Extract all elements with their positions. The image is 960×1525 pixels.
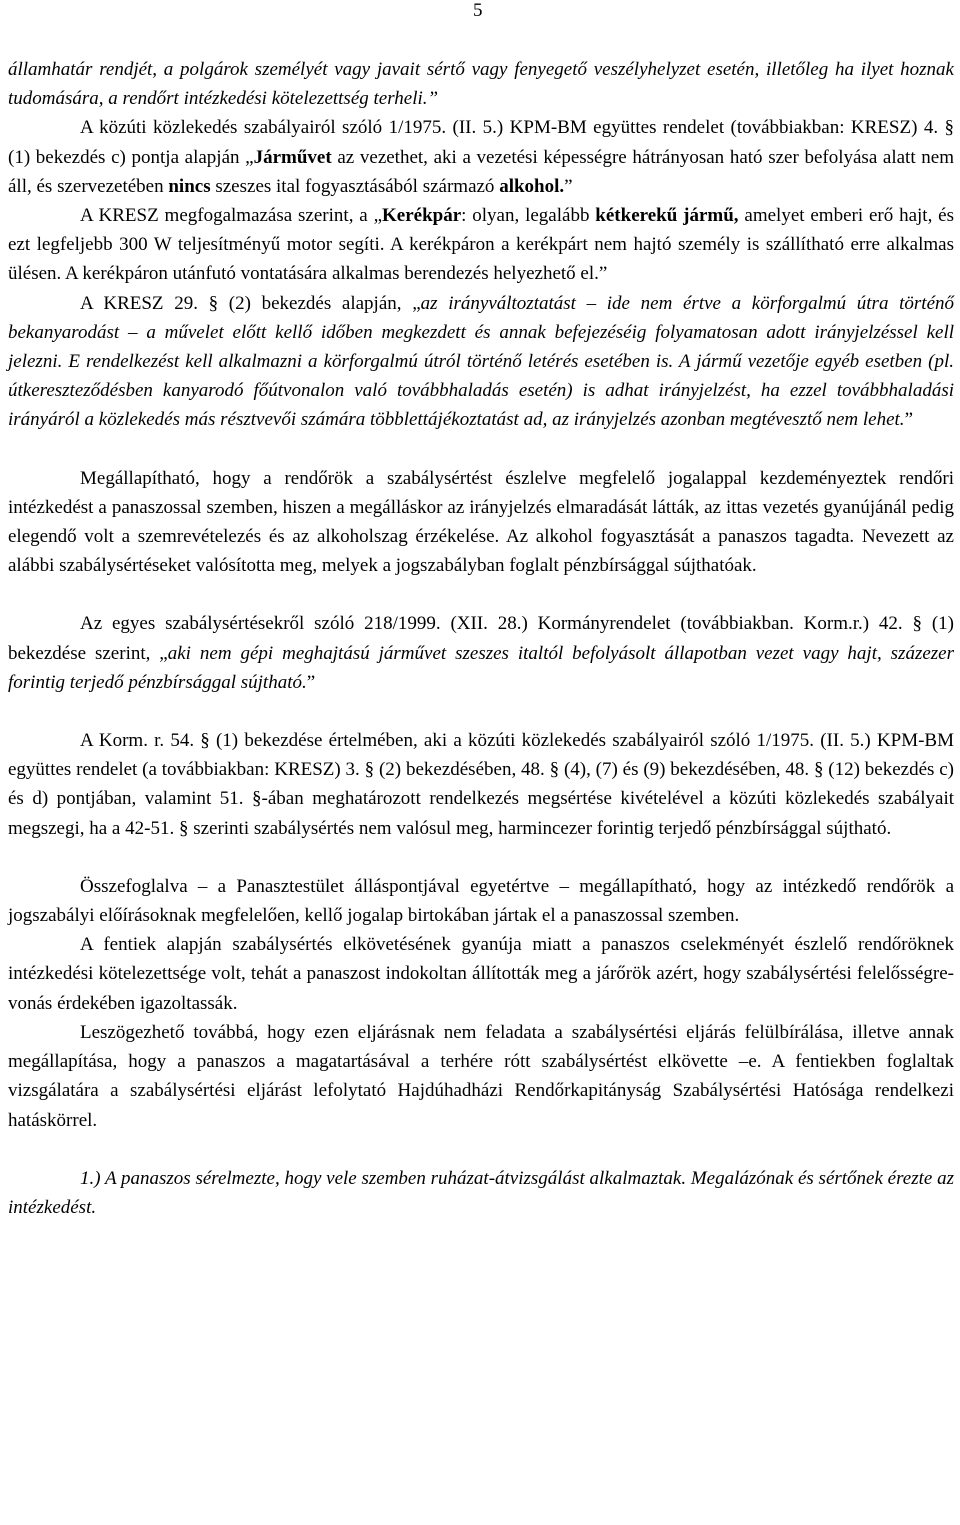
paragraph [8,872,954,930]
paragraph [8,55,954,113]
paragraph [8,1018,954,1135]
bold-run: Járművet [253,146,332,168]
text-run: Leszögezhető továbbá, hogy ezen eljárásnak nem feladata a szabálysértési eljárás felülbírálása, illetve annak megállapítása, hogy a panaszos a magatartásával a terhére rótt szabálysértést elkövette –e. A fentiekben foglaltak vizsgálatára a szabálysértési eljárást lefolytató Hajdúhadházi Rendőrkapitányság Szabálysértési Hatósága rendelkezi hatáskörrel. [8,1021,954,1131]
text-run: A KRESZ megfogalmazása szerint, a „ [80,205,382,227]
text-run: A Korm. r. 54. § (1) bekezdése értelmében, aki a közúti közlekedés szabályairól szóló 1/1975. (II. 5.) KPM-BM együttes rendelet (a továbbiakban: KRESZ) 3. § (2) bekezdésében, 48. § (4), (7) és (9) bekezdésében, 48. § (12) bekezdés c) és d) pontjában, valamint 51. §-ában meghatározott rendelkezés megsértése kivételével a közúti közlekedés szabályait megszegi, ha a 42-51. § szerinti szabálysértés nem valósul meg, harmincezer forintig terjedő pénzbírsággal sújtható. [8,730,954,839]
paragraph [8,201,954,289]
text-run: A közúti közlekedés szabályairól szóló 1/1975. (II. 5.) KPM-BM együttes rendelet (továbbiakban: KRESZ) 4. § (1) bekezdés c) pontja alapján „ [8,117,954,168]
italic-run: 1.) A panaszos sérelmezte, hogy vele szemben ruházat-átvizsgálást alkalmaztak. Megalázónak és sértőnek érezte az intézkedést. [8,1167,954,1218]
page-number: 5 [473,0,483,21]
paragraph [8,464,954,581]
bold-run: kétkerekű jármű, [595,205,739,227]
paragraph [8,1164,954,1222]
italic-run: az irányváltoztatást – ide nem értve a körforgalmú útra történő bekanyarodást – a művelet előtt kellő időben megkezdett és annak befejezéséig folyamatosan adott irányjelzéssel kell jelezni. E rendelkezést kell alkalmazni a körforgalmú útról történő letérés esetében is. A jármű vezetője egyéb esetben (pl. útkereszteződésben kanyarodó főútvonalon való továbbhaladás esetén) is adhat irányjelzést, ha ezzel továbbhaladási irányáról a közlekedés más résztvevői számára többlettájékoztatást ad, az irányjelzés azonban megtévesztő nem lehet. [8,292,955,431]
bold-run: Kerékpár [382,205,462,227]
paragraph [8,930,954,1018]
document-body [8,55,954,1222]
text-run: Az egyes szabálysértésekről szóló 218/1999. (XII. 28.) Kormányrendelet (továbbiakban. Korm.r.) 42. § (1) bekezdése szerint, „ [8,613,954,664]
text-run: az vezethet, aki a vezetési képességre hátrányosan ható szer befolyása alatt nem áll, és szervezetében [8,146,954,197]
text-run: szeszes ital fogyasztásából származó [210,175,500,197]
italic-run: aki nem gépi meghajtású járművet szeszes italtól befolyásolt állapotban vezet vagy hajt, százezer forintig terjedő pénzbírsággal sújtható. [8,642,955,693]
italic-run: államhatár rendjét, a polgárok személyét vagy javait sértő vagy fenyegető veszélyhelyzet esetén, illetőleg ha ilyet hoznak tudomására, a rendőrt intézkedési kötelezettség terheli.” [8,59,954,110]
bold-run: alkohol. [499,175,565,197]
text-run: ” [904,409,913,431]
text-run: : olyan, legalább [461,205,596,227]
paragraph [8,726,954,843]
paragraph [8,113,954,201]
text-run: Összefoglalva – a Panasztestület álláspontjával egyetértve – megállapítható, hogy az intézkedő rendőrök a jogszabályi előírásoknak megfelelően, kellő jogalap birtokában jártak el a panaszossal szemben. [8,875,954,927]
text-run: A fentiek alapján szabálysértés elkövetésének gyanúja miatt a panaszos cselekményét észlelő rendőröknek intézkedési kötelezettsége volt, tehát a panaszost indokoltan állították meg a járőrök azért, hogy szabálysértési felelősségre-vonás érdekében igazoltassák. [8,934,954,1014]
text-run: ” [306,671,316,693]
text-run: A KRESZ 29. § (2) bekezdés alapján, „ [80,292,421,314]
bold-run: nincs [168,175,211,197]
text-run: ” [564,175,573,197]
paragraph [8,289,954,435]
text-run: amelyet emberi erő hajt, és ezt legfeljebb 300 W teljesítményű motor segíti. A kerékpáron a kerékpárt nem hajtó személy is szállítható erre alkalmas ülésen. A kerékpáron utánfutó vontatására alkalmas berendezés helyezhető el.” [8,205,954,285]
paragraph [8,609,954,697]
text-run: Megállapítható, hogy a rendőrök a szabálysértést észlelve megfelelő jogalappal kezdeményeztek rendőri intézkedést a panaszossal szemben, hiszen a megálláskor az irányjelzés elmaradását látták, az ittas vezetés gyanújánál pedig elegendő volt a szemrevételezés és az alkoholszag érzékelése. Az alkohol fogyasztását a panaszos tagadta. Nevezett az alábbi szabálysértéseket valósította meg, melyek a jogszabályban foglalt pénzbírsággal sújthatóak. [8,467,954,577]
